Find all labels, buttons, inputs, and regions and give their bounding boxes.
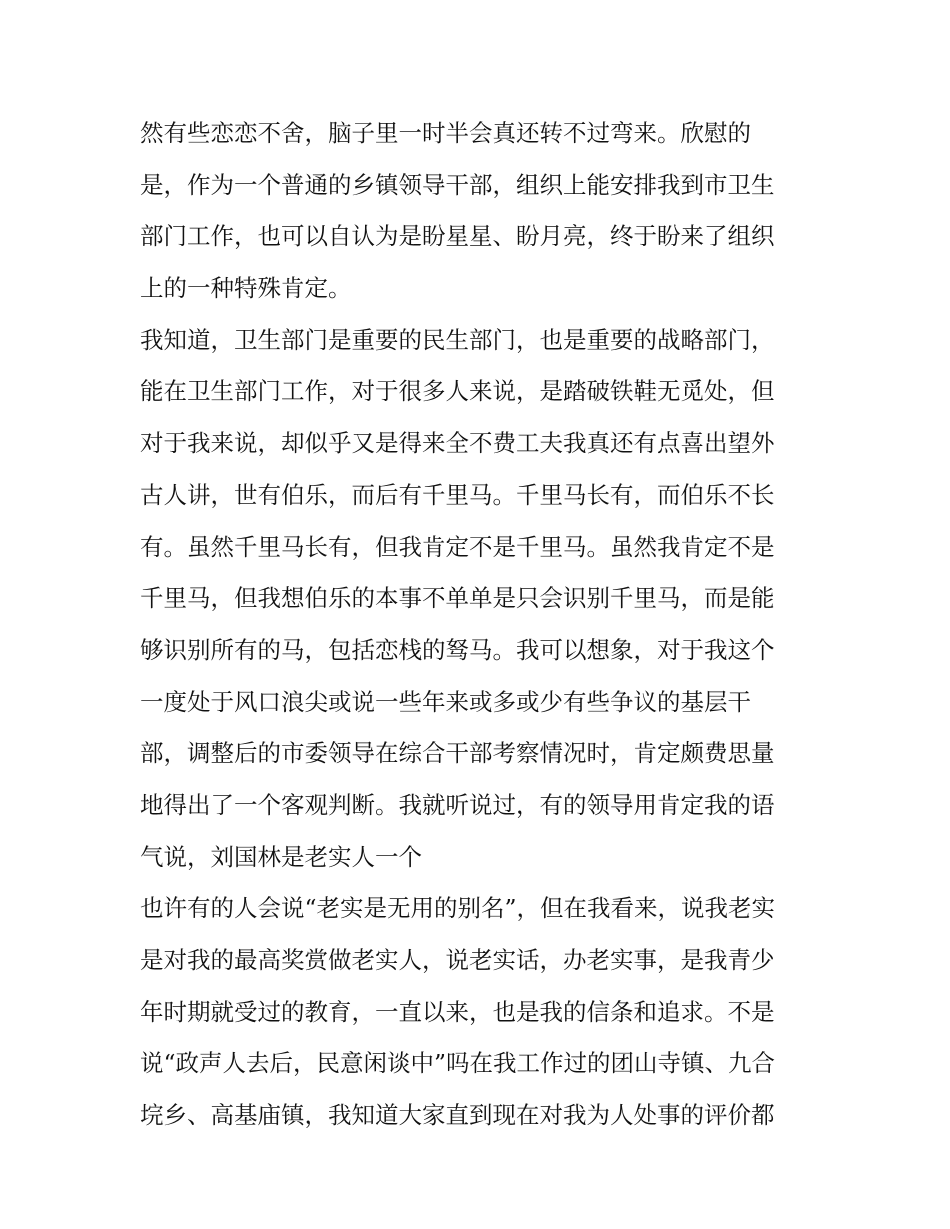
text-line-2: 是，作为一个普通的乡镇领导干部，组织上能安排我到市卫生 xyxy=(140,170,775,199)
text-line-17: 是对我的最高奖赏做老实人，说老实话，办老实事，是我青少 xyxy=(140,946,775,974)
text-line-12: 一度处于风口浪尖或说一些年来或多或少有些争议的基层干 xyxy=(140,687,751,716)
text-line-15: 气说，刘国林是老实人一个 xyxy=(140,842,422,871)
text-line-13: 部，调整后的市委领导在综合干部考察情况时，肯定颇费思量 xyxy=(140,739,775,768)
text-line-14: 地得出了一个客观判断。我就听说过，有的领导用肯定我的语 xyxy=(140,790,775,819)
text-line-7: 对于我来说，却似乎又是得来全不费工夫我真还有点喜出望外 xyxy=(140,429,775,458)
text-line-11: 够识别所有的马，包括恋栈的驽马。我可以想象，对于我这个 xyxy=(140,635,775,664)
text-line-19: 说“政声人去后，民意闲谈中”吗在我工作过的团山寺镇、九合 xyxy=(140,1049,776,1078)
text-line-5: 我知道，卫生部门是重要的民生部门，也是重要的战略部门， xyxy=(140,325,775,354)
text-line-6: 能在卫生部门工作，对于很多人来说，是踏破铁鞋无觅处，但 xyxy=(140,377,775,406)
body-text xyxy=(140,108,820,1142)
text-line-10: 千里马，但我想伯乐的本事不单单是只会识别千里马，而是能 xyxy=(140,584,775,613)
text-line-9: 有。虽然千里马长有，但我肯定不是千里马。虽然我肯定不是 xyxy=(140,532,775,561)
text-line-18: 年时期就受过的教育，一直以来，也是我的信条和追求。不是 xyxy=(140,997,775,1026)
text-line-16: 也许有的人会说“老实是无用的别名”，但在我看来，说我老实 xyxy=(140,894,776,923)
text-line-4: 上的一种特殊肯定。 xyxy=(140,274,352,303)
text-line-3: 部门工作，也可以自认为是盼星星、盼月亮，终于盼来了组织 xyxy=(140,222,775,251)
text-line-1: 然有些恋恋不舍，脑子里一时半会真还转不过弯来。欣慰的 xyxy=(140,119,751,147)
text-line-8: 古人讲，世有伯乐，而后有千里马。千里马长有，而伯乐不长 xyxy=(140,480,775,509)
text-line-20: 垸乡、高基庙镇，我知道大家直到现在对我为人处事的评价都 xyxy=(140,1101,775,1130)
